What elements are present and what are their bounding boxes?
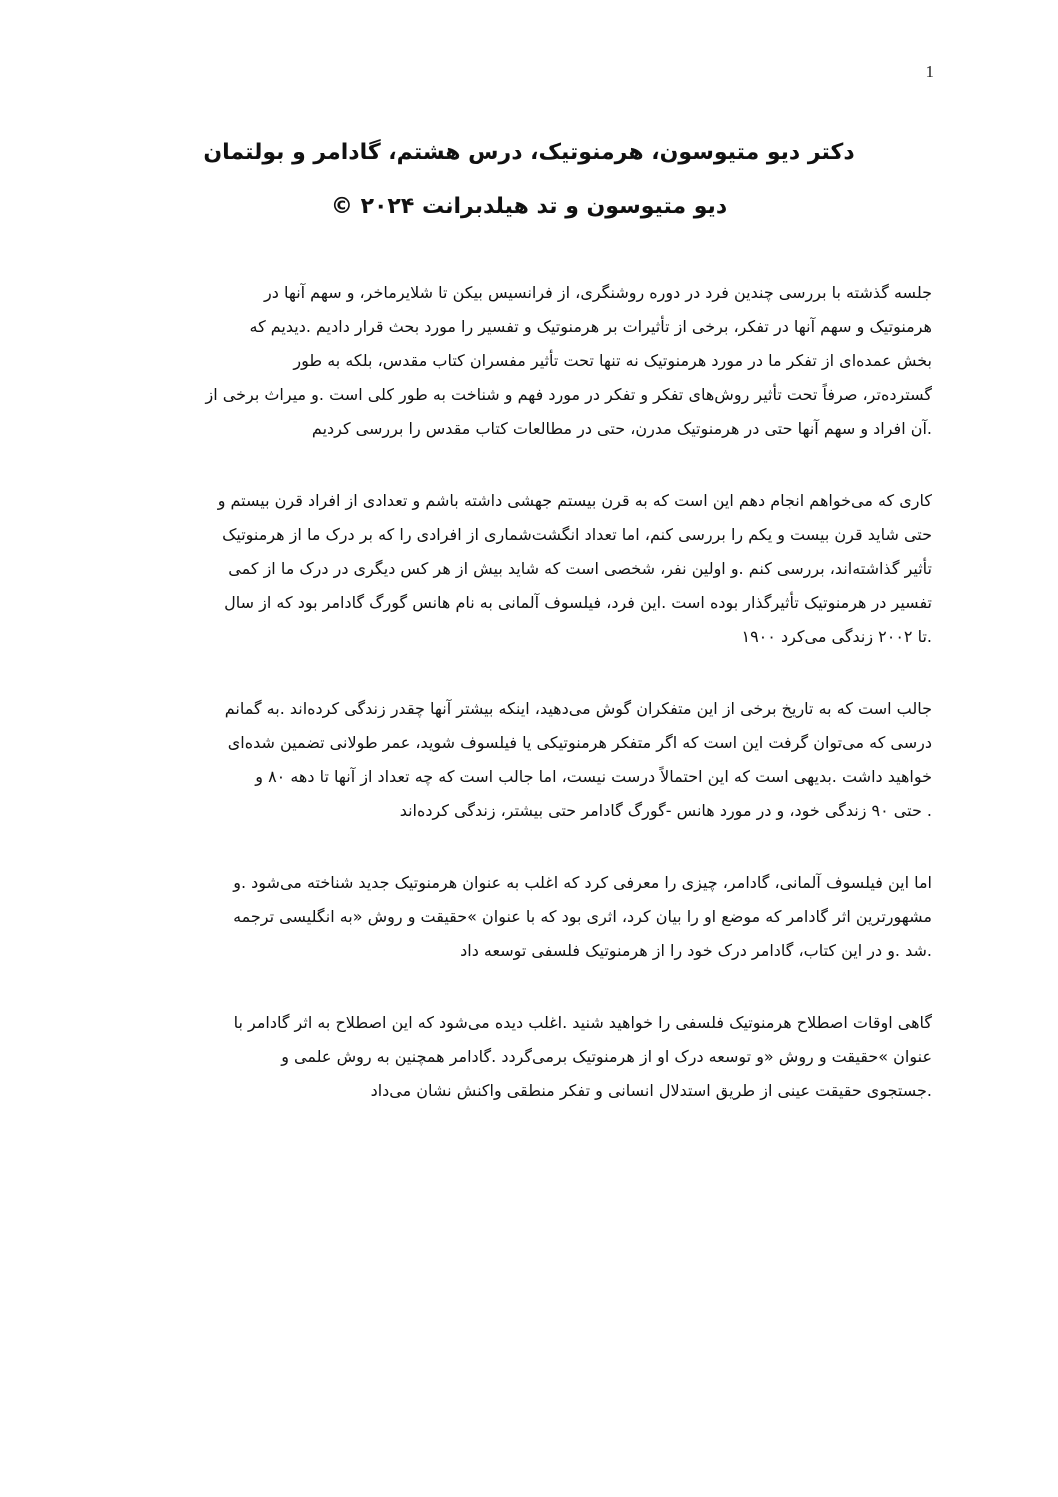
text-line: هرمنوتیک و سهم آنها در تفکر، برخی از تأثیرات بر هرمنوتیک و تفسیر را مورد بحث قرار دادیم .دیدیم که [249,317,932,336]
paragraph-5 [124,1006,932,1108]
text-line: .شد .و در این کتاب، گادامر درک خود را از هرمنوتیک فلسفی توسعه داد [460,941,932,960]
text-line: جلسه گذشته با بررسی چندین فرد در دوره روشنگری، از فرانسیس بیکن تا شلایرماخر، و سهم آنها در [264,283,932,302]
text-line: . حتی ۹۰ زندگی خود، و در مورد هانس -گورگ گادامر حتی بیشتر، زندگی کرده‌اند [399,801,932,820]
text-line: گاهی اوقات اصطلاح هرمنوتیک فلسفی را خواهید شنید .اغلب دیده می‌شود که این اصطلاح به اثر گادامر با [233,1013,932,1032]
text-line: بخش عمده‌ای از تفکر ما در مورد هرمنوتیک نه تنها تحت تأثیر مفسران کتاب مقدس، بلکه به طور [293,351,932,370]
text-line: اما این فیلسوف آلمانی، گادامر، چیزی را معرفی کرد که اغلب به عنوان هرمنوتیک جدید شناخته می‌شود .و [233,873,932,892]
text-line: گسترده‌تر، صرفاً تحت تأثیر روش‌های تفکر و تفکر در مورد فهم و شناخت به طور کلی است .و میراث برخی از [205,385,932,404]
text-line: .آن افراد و سهم آنها حتی در هرمنوتیک مدرن، حتی در مطالعات کتاب مقدس را بررسی کردیم [311,419,932,438]
paragraph-4 [124,866,932,968]
paragraph-3 [124,692,932,828]
text-line: مشهورترین اثر گادامر که موضع او را بیان کرد، اثری بود که با عنوان »حقیقت و روش «به انگلیسی ترجمه [233,907,932,926]
document-title: دکتر دیو متیوسون، هرمنوتیک، درس هشتم، گادامر و بولتمان [203,140,855,165]
text-line: خواهید داشت .بدیهی است که این احتمالاً درست نیست، اما جالب است که چه تعداد از آنها تا دهه ۸۰ و [255,767,932,786]
page-number: 1 [925,62,934,81]
document-subtitle: دیو متیوسون و تد هیلدبرانت ۲۰۲۴ © [330,194,728,219]
text-line: عنوان »حقیقت و روش «و توسعه درک او از هرمنوتیک برمی‌گردد .گادامر همچنین به روش علمی و [281,1047,932,1066]
text-line: تفسیر در هرمنوتیک تأثیرگذار بوده است .این فرد، فیلسوف آلمانی به نام هانس گورگ گادامر بود که از سال [224,593,932,612]
paragraph-1 [124,276,932,446]
text-line: جالب است که به تاریخ برخی از این متفکران گوش می‌دهید، اینکه بیشتر آنها چقدر زندگی کرده‌اند .به گمانم [224,699,932,718]
text-line: حتی شاید قرن بیست و یکم را بررسی کنم، اما تعداد انگشت‌شماری از افرادی را که بر درک ما از هرمنوتیک [222,525,932,544]
text-line: تأثیر گذاشته‌اند، بررسی کنم .و اولین نفر، شخصی است که شاید بیش از هر کس دیگری در درک ما از کمی [228,559,932,578]
text-line: .تا ۲۰۰۲ زندگی می‌کرد ۱۹۰۰ [741,627,932,646]
document-body [124,276,932,1146]
text-line: .جستجوی حقیقت عینی از طریق استدلال انسانی و تفکر منطقی واکنش نشان می‌داد [370,1081,932,1100]
document-header [0,126,1058,234]
text-line: درسی که می‌توان گرفت این است که اگر متفکر هرمنوتیکی یا فیلسوف شوید، عمر طولانی تضمین شده‌ای [227,733,932,752]
text-line: کاری که می‌خواهم انجام دهم این است که به قرن بیستم جهشی داشته باشم و تعدادی از افراد قرن بیستم و [217,491,932,510]
paragraph-2 [124,484,932,654]
